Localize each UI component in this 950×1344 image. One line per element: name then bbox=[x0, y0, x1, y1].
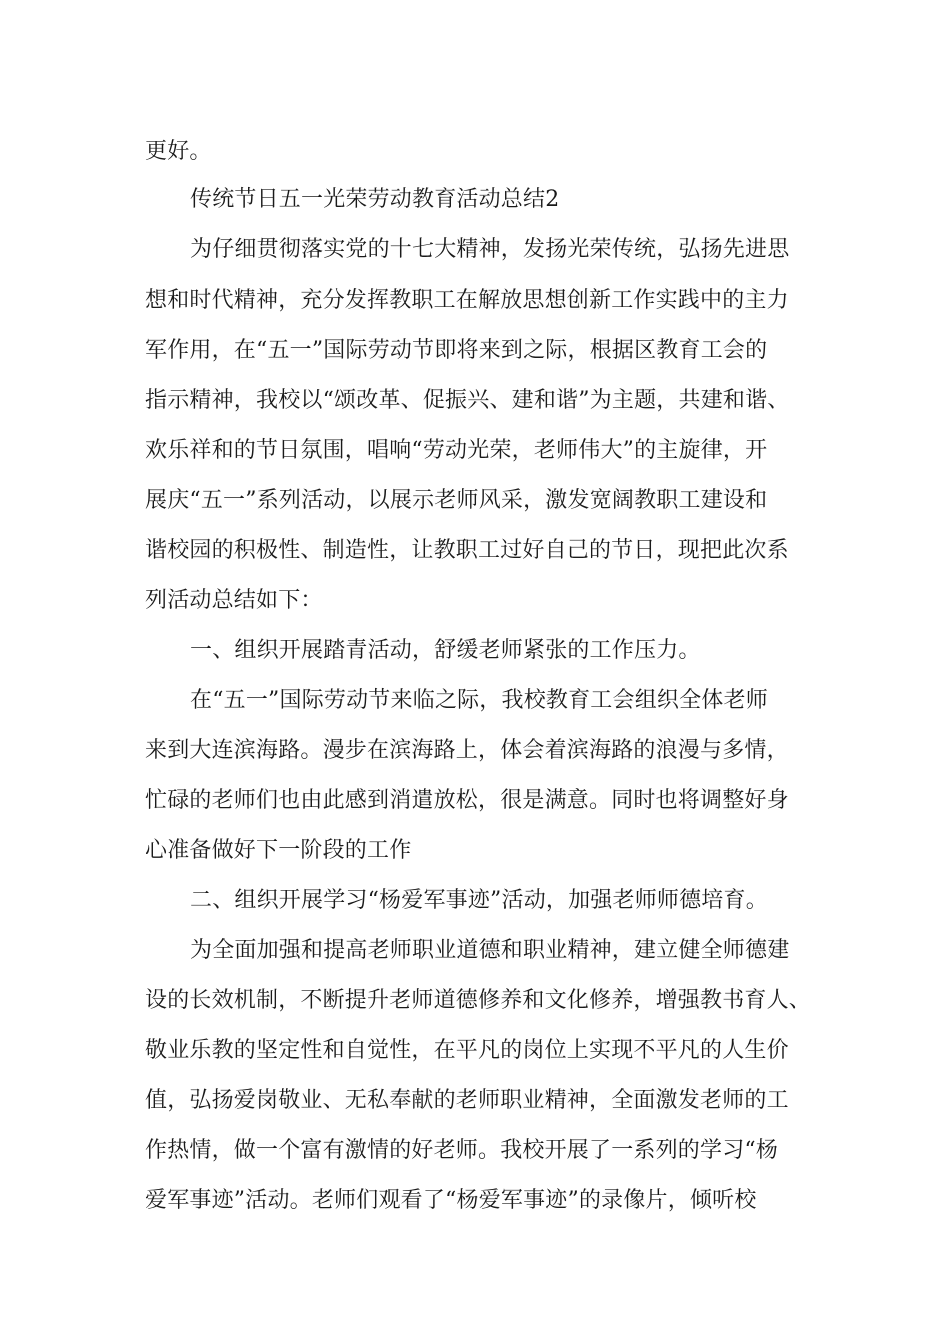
text-line: 值，弘扬爱岗敬业、无私奉献的老师职业精神，全面激发老师的工 bbox=[145, 1088, 789, 1113]
text-line: 更好。 bbox=[145, 139, 212, 164]
section-heading: 一、组织开展踏青活动，舒缓老师紧张的工作压力。 bbox=[190, 638, 701, 663]
text-line: 作热情，做一个富有激情的好老师。我校开展了一系列的学习“杨 bbox=[145, 1138, 779, 1163]
section-heading: 传统节日五一光荣劳动教育活动总结2 bbox=[190, 187, 560, 212]
text-line: 展庆“五一”系列活动，以展示老师风采，激发宽阔教职工建设和 bbox=[145, 488, 768, 513]
section-heading: 二、组织开展学习“杨爱军事迹”活动，加强老师师德培育。 bbox=[190, 888, 768, 913]
text-line: 军作用，在“五一”国际劳动节即将来到之际，根据区教育工会的 bbox=[145, 338, 768, 363]
text-line: 为全面加强和提高老师职业道德和职业精神，建立健全师德建 bbox=[190, 938, 790, 963]
text-line: 欢乐祥和的节日氛围，唱响“劳动光荣，老师伟大”的主旋律，开 bbox=[145, 438, 768, 463]
text-line: 指示精神，我校以“颂改革、促振兴、建和谐”为主题，共建和谐、 bbox=[145, 388, 790, 413]
text-line: 敬业乐教的坚定性和自觉性，在平凡的岗位上实现不平凡的人生价 bbox=[145, 1038, 789, 1063]
text-line: 为仔细贯彻落实党的十七大精神，发扬光荣传统，弘扬先进思 bbox=[190, 237, 790, 262]
text-line: 心准备做好下一阶段的工作 bbox=[145, 838, 412, 863]
text-line: 爱军事迹”活动。老师们观看了“杨爱军事迹”的录像片，倾听校 bbox=[145, 1188, 757, 1213]
text-line: 设的长效机制，不断提升老师道德修养和文化修养，增强教书育人、 bbox=[145, 988, 812, 1013]
text-line: 来到大连滨海路。漫步在滨海路上，体会着滨海路的浪漫与多情， bbox=[145, 738, 789, 763]
text-line: 在“五一”国际劳动节来临之际，我校教育工会组织全体老师 bbox=[190, 688, 768, 713]
text-line: 谐校园的积极性、制造性，让教职工过好自己的节日，现把此次系 bbox=[145, 538, 789, 563]
text-line: 忙碌的老师们也由此感到消遣放松，很是满意。同时也将调整好身 bbox=[145, 788, 789, 813]
text-line: 想和时代精神，充分发挥教职工在解放思想创新工作实践中的主力 bbox=[145, 288, 789, 313]
text-line: 列活动总结如下： bbox=[145, 588, 323, 613]
